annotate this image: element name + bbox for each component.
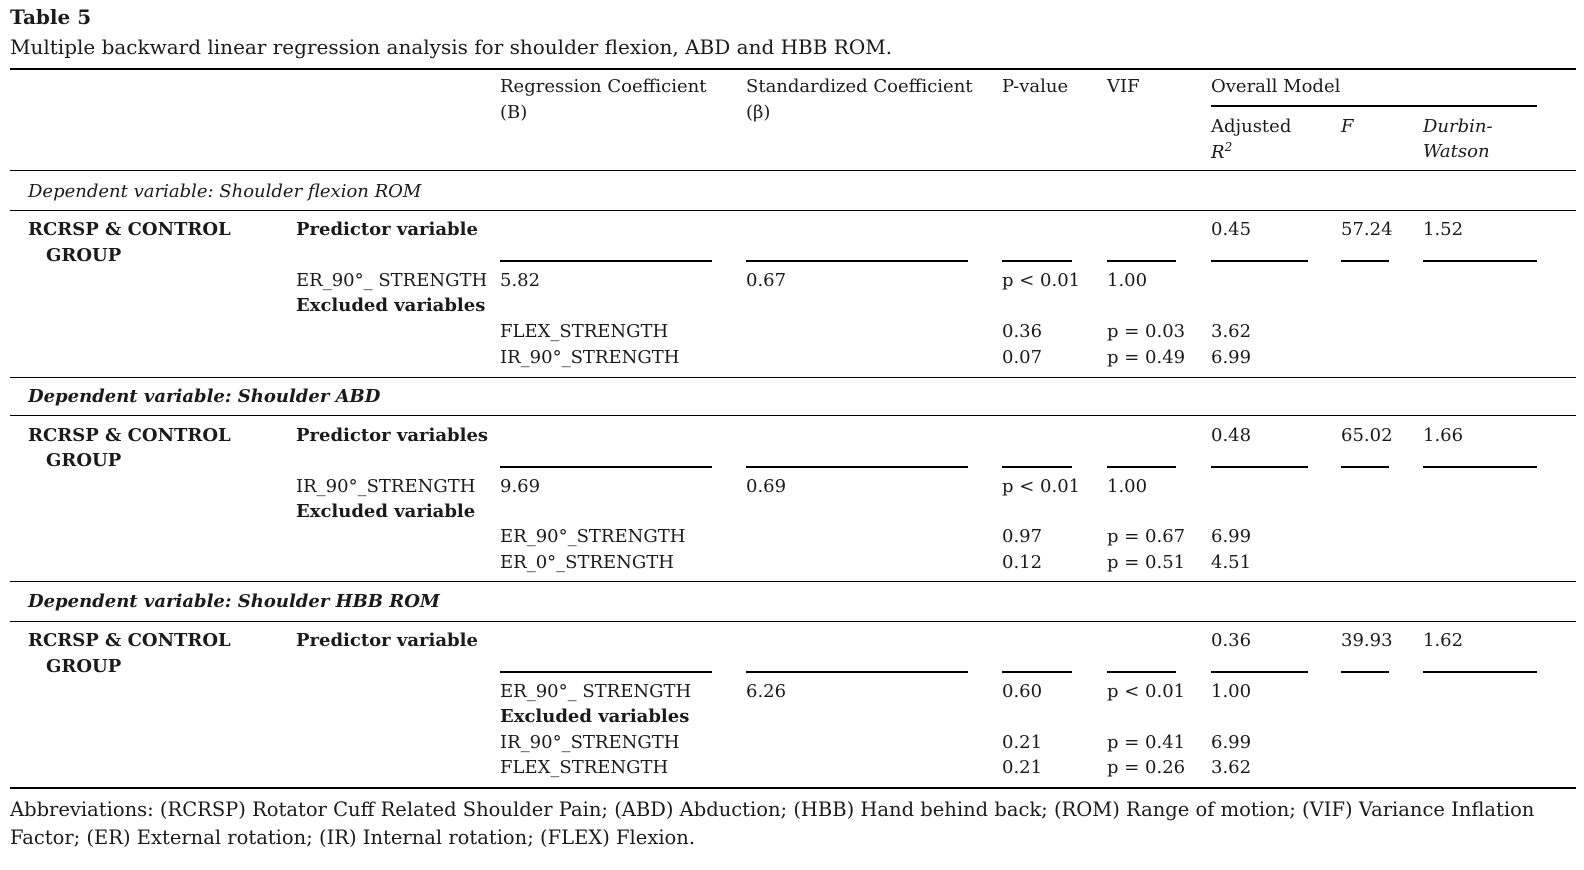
f-value: 39.93 <box>1341 630 1393 651</box>
header-reg-coef: Regression Coefficient <box>500 76 707 97</box>
col-rule <box>746 671 968 673</box>
dw-value: 1.62 <box>1423 630 1464 651</box>
group-label: RCRSP & CONTROL <box>28 219 231 240</box>
col-rule <box>746 466 968 468</box>
predictor-beta: 0.69 <box>746 476 787 497</box>
excluded-value-b: p = 0.03 <box>1107 321 1186 342</box>
col-rule <box>1107 671 1176 673</box>
col-rule <box>1341 671 1389 673</box>
header-durbin: Durbin- <box>1423 116 1493 137</box>
table-label: Table 5 <box>10 5 92 29</box>
adj-r2-value: 0.36 <box>1211 630 1252 651</box>
col-rule <box>1211 260 1308 262</box>
excluded-value-c: 6.99 <box>1211 526 1252 547</box>
excluded-value-c: 3.62 <box>1211 321 1252 342</box>
col-rule <box>1341 260 1389 262</box>
excluded-name: FLEX_STRENGTH <box>500 757 669 778</box>
section-dep-variable: Dependent variable: Shoulder flexion ROM <box>28 181 422 202</box>
excluded-value-b: p = 0.67 <box>1107 526 1186 547</box>
group-label-cont: GROUP <box>46 245 122 266</box>
excluded-value-a: 0.07 <box>1002 347 1043 368</box>
predictor-label: Predictor variables <box>296 425 489 446</box>
col-rule <box>500 466 712 468</box>
col-rule <box>1423 466 1537 468</box>
section-dep-variable: Dependent variable: Shoulder ABD <box>28 386 381 407</box>
predictor-p: p < 0.01 <box>1107 681 1186 702</box>
predictor-label: Predictor variable <box>296 219 478 240</box>
overall-model-rule <box>1211 105 1537 107</box>
predictor-name: ER_90°_ STRENGTH <box>500 681 692 702</box>
predictor-vif: 1.00 <box>1107 270 1148 291</box>
group-label: RCRSP & CONTROL <box>28 630 231 651</box>
excluded-name: IR_90°_STRENGTH <box>500 732 680 753</box>
bottom-rule <box>10 787 1576 789</box>
header-f: F <box>1341 116 1354 137</box>
group-label-cont: GROUP <box>46 656 122 677</box>
predictor-vif: 1.00 <box>1107 476 1148 497</box>
header-std-coef: Standardized Coefficient <box>746 76 973 97</box>
f-value: 57.24 <box>1341 219 1393 240</box>
excluded-label: Excluded variable <box>296 501 476 522</box>
section-end-rule <box>10 377 1576 378</box>
col-rule <box>1107 466 1176 468</box>
col-rule <box>746 260 968 262</box>
f-value: 65.02 <box>1341 425 1393 446</box>
excluded-value-a: 0.21 <box>1002 732 1043 753</box>
predictor-b: 9.69 <box>500 476 541 497</box>
header-r2: $R^2$ <box>1211 140 1233 163</box>
header-overall-model: Overall Model <box>1211 76 1341 97</box>
excluded-value-b: p = 0.26 <box>1107 757 1186 778</box>
excluded-value-a: 0.97 <box>1002 526 1043 547</box>
adj-r2-value: 0.48 <box>1211 425 1252 446</box>
top-rule <box>10 68 1576 70</box>
header-watson: Watson <box>1423 141 1490 162</box>
excluded-value-b: p = 0.49 <box>1107 347 1186 368</box>
group-label: RCRSP & CONTROL <box>28 425 231 446</box>
excluded-value-c: 4.51 <box>1211 552 1252 573</box>
col-rule <box>1341 466 1389 468</box>
col-rule <box>1423 260 1537 262</box>
excluded-value-b: p = 0.41 <box>1107 732 1186 753</box>
section-rule <box>10 415 1576 416</box>
predictor-beta: 0.67 <box>746 270 787 291</box>
predictor-name: ER_90°_ STRENGTH <box>296 270 488 291</box>
dw-value: 1.66 <box>1423 425 1464 446</box>
excluded-value-c: 3.62 <box>1211 757 1252 778</box>
section-rule <box>10 210 1576 211</box>
predictor-b: 5.82 <box>500 270 541 291</box>
predictor-vif: 1.00 <box>1211 681 1252 702</box>
excluded-value-a: 0.12 <box>1002 552 1043 573</box>
section-end-rule <box>10 581 1576 582</box>
excluded-label: Excluded variables <box>296 295 486 316</box>
header-adjusted: Adjusted <box>1211 116 1292 137</box>
section-dep-variable: Dependent variable: Shoulder HBB ROM <box>28 591 440 612</box>
col-rule <box>1002 671 1072 673</box>
excluded-value-a: 0.36 <box>1002 321 1043 342</box>
excluded-value-a: 0.21 <box>1002 757 1043 778</box>
group-label-cont: GROUP <box>46 450 122 471</box>
col-rule <box>1107 260 1176 262</box>
excluded-value-b: p = 0.51 <box>1107 552 1186 573</box>
predictor-label: Predictor variable <box>296 630 478 651</box>
section-rule <box>10 621 1576 622</box>
excluded-name: FLEX_STRENGTH <box>500 321 669 342</box>
dw-value: 1.52 <box>1423 219 1464 240</box>
header-bottom-rule <box>10 170 1576 171</box>
predictor-p: p < 0.01 <box>1002 476 1081 497</box>
header-pvalue: P-value <box>1002 76 1069 97</box>
table-caption: Multiple backward linear regression analysis for shoulder flexion, ABD and HBB ROM. <box>10 35 893 59</box>
excluded-name: IR_90°_STRENGTH <box>500 347 680 368</box>
excluded-label: Excluded variables <box>500 706 690 727</box>
header-vif: VIF <box>1107 76 1140 97</box>
excluded-value-c: 6.99 <box>1211 732 1252 753</box>
excluded-value-c: 6.99 <box>1211 347 1252 368</box>
col-rule <box>1423 671 1537 673</box>
excluded-name: ER_90°_STRENGTH <box>500 526 686 547</box>
predictor-name: IR_90°_STRENGTH <box>296 476 476 497</box>
header-reg-coef-sym: (B) <box>500 102 528 123</box>
excluded-name: ER_0°_STRENGTH <box>500 552 675 573</box>
predictor-b: 6.26 <box>746 681 787 702</box>
predictor-beta: 0.60 <box>1002 681 1043 702</box>
col-rule <box>1002 466 1072 468</box>
col-rule <box>1211 466 1308 468</box>
col-rule <box>500 260 712 262</box>
col-rule <box>1211 671 1308 673</box>
col-rule <box>500 671 712 673</box>
adj-r2-value: 0.45 <box>1211 219 1252 240</box>
header-std-coef-sym: (β) <box>746 102 771 123</box>
predictor-p: p < 0.01 <box>1002 270 1081 291</box>
col-rule <box>1002 260 1072 262</box>
table-footnote: Abbreviations: (RCRSP) Rotator Cuff Related Shoulder Pain; (ABD) Abduction; (HBB) Hand behind back; (ROM) Range of motion; (VIF) Variance Inflation Factor; (ER) External rotation; (IR) Internal rotation; (FLEX) Flexion. <box>10 798 1535 850</box>
